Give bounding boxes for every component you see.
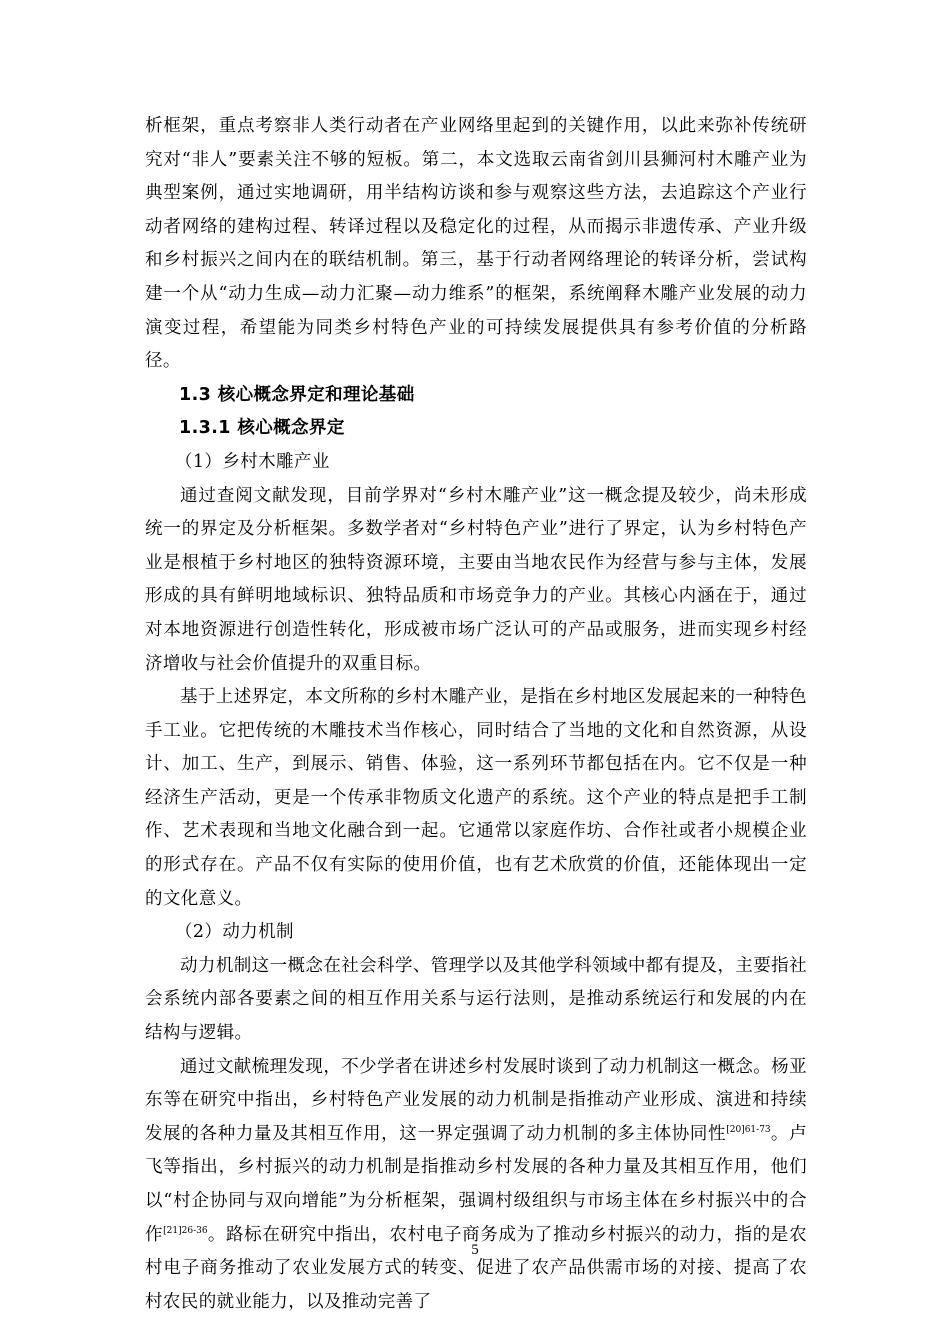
citation-21: [21]26-36 bbox=[163, 1225, 208, 1236]
page-number: 5 bbox=[471, 1242, 479, 1258]
paragraph-concept2-literature bbox=[145, 1051, 807, 1320]
body-text bbox=[145, 110, 807, 1319]
literature-text-2: 。卢飞等指出，乡村振兴的动力机制是指推动乡村发展的各种力量及其相互作用，他们以“村企协同与双向增能”为分析框架，强调村级组织与市场主体在乡村振兴中的合作 bbox=[145, 1123, 807, 1245]
citation-20: [20]61-73 bbox=[726, 1124, 771, 1135]
paragraph-concept1-definition: 通过查阅文献发现，目前学界对“乡村木雕产业”这一概念提及较少，尚未形成统一的界定及分析框架。多数学者对“乡村特色产业”进行了界定，认为乡村特色产业是根植于乡村地区的独特资源环境，主要由当地农民作为经营与参与主体，发展形成的具有鲜明地域标识、独特品质和市场竞争力的产业。其核心内涵在于，通过对本地资源进行创造性转化，形成被市场广泛认可的产品或服务，进而实现乡村经济增收与社会价值提升的双重目标。 bbox=[145, 485, 807, 674]
literature-text-1: 通过文献梳理发现，不少学者在讲述乡村发展时谈到了动力机制这一概念。杨亚东等在研究中指出，乡村特色产业发展的动力机制是指推动产业形成、演进和持续发展的各种力量及其相互作用，这一界定强调了动力机制的多主体协同性 bbox=[145, 1056, 807, 1144]
literature-text-3: 。路标在研究中指出，农村电子商务成为了推动乡村振兴的动力，指的是农村电子商务推动了农业发展方式的转变、促进了农产品供需市场的对接、提高了农村农民的就业能力，以及推动完善了 bbox=[145, 1224, 807, 1312]
section-heading: 1.3 核心概念界定和理论基础 bbox=[179, 384, 415, 405]
concept-heading-rural-woodcarving: （1）乡村木雕产业 bbox=[175, 451, 330, 472]
concept-heading-dynamic-mechanism: （2）动力机制 bbox=[175, 922, 294, 943]
subsection-heading: 1.3.1 核心概念界定 bbox=[179, 418, 345, 439]
paragraph-concept1-scope: 基于上述界定，本文所称的乡村木雕产业，是指在乡村地区发展起来的一种特色手工业。它把传统的木雕技术当作核心，同时结合了当地的文化和自然资源，从设计、加工、生产，到展示、销售、体验，这一系列环节都包括在内。它不仅是一种经济生产活动，更是一个传承非物质文化遗产的系统。这个产业的特点是把手工制作、艺术表现和当地文化融合到一起。它通常以家庭作坊、合作社或者小规模企业的形式存在。产品不仅有实际的使用价值，也有艺术欣赏的价值，还能体现出一定的文化意义。 bbox=[145, 687, 807, 909]
paragraph-continuation: 析框架，重点考察非人类行动者在产业网络里起到的关键作用，以此来弥补传统研究对“非人”要素关注不够的短板。第二，本文选取云南省剑川县狮河村木雕产业为典型案例，通过实地调研，用半结构访谈和参与观察这些方法，去追踪这个产业行动者网络的建构过程、转译过程以及稳定化的过程，从而揭示非遗传承、产业升级和乡村振兴之间内在的联结机制。第三，基于行动者网络理论的转译分析，尝试构建一个从“动力生成—动力汇聚—动力维系”的框架，系统阐释木雕产业发展的动力演变过程，希望能为同类乡村特色产业的可持续发展提供具有参考价值的分析路径。 bbox=[145, 116, 807, 372]
paragraph-concept2-definition: 动力机制这一概念在社会科学、管理学以及其他学科领域中都有提及，主要指社会系统内部各要素之间的相互作用关系与运行法则，是推动系统运行和发展的内在结构与逻辑。 bbox=[145, 955, 807, 1044]
